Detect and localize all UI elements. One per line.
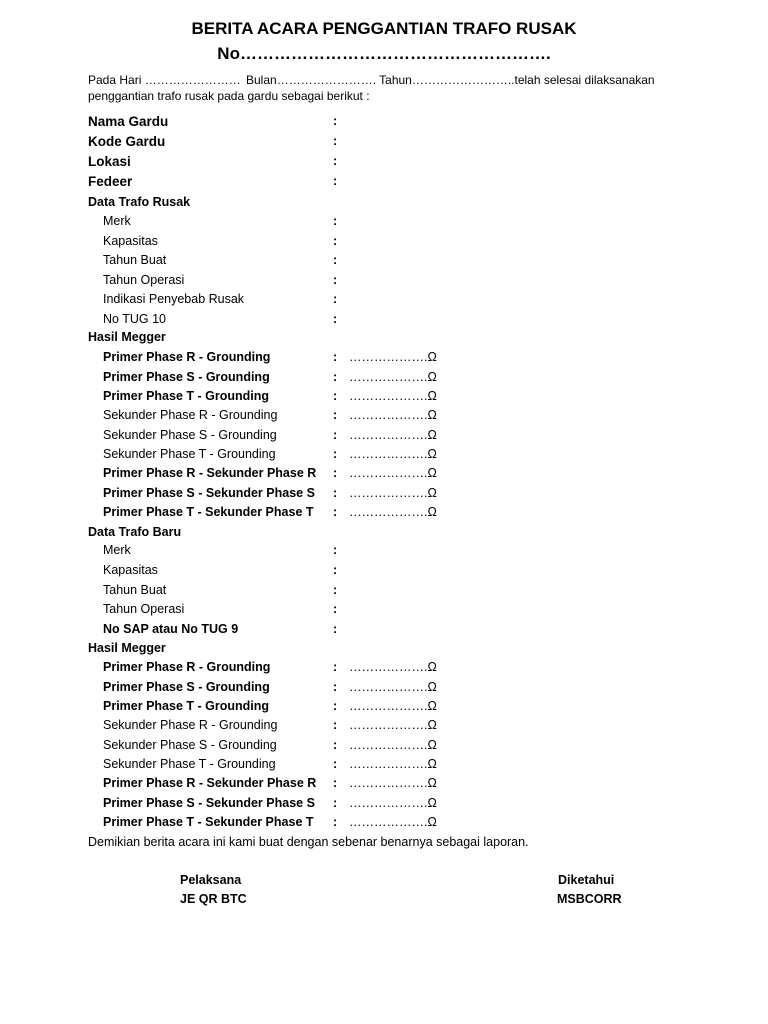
ohm-value-field: ……………….Ω — [349, 466, 437, 480]
intro-day: Pada Hari …………………… — [88, 73, 241, 87]
field-label: Kapasitas — [103, 234, 158, 248]
ohm-value-field: ……………….Ω — [349, 389, 437, 403]
field-colon: : — [333, 718, 338, 732]
field-colon: : — [333, 312, 338, 326]
ohm-value-field: ……………….Ω — [349, 660, 437, 674]
field-colon: : — [333, 738, 338, 752]
ohm-value-field: ……………….Ω — [349, 486, 437, 500]
ohm-value-field: ……………….Ω — [349, 757, 437, 771]
field-label: No TUG 10 — [103, 312, 166, 326]
signature-right-role: Diketahui — [558, 873, 615, 887]
field-label: Sekunder Phase S - Grounding — [103, 428, 277, 442]
field-label: Kode Gardu — [88, 134, 166, 149]
field-label: Tahun Buat — [103, 253, 167, 267]
field-colon: : — [333, 660, 338, 674]
closing-statement: Demikian berita acara ini kami buat dengan sebenar benarnya sebagai laporan. — [88, 835, 529, 849]
field-colon: : — [333, 428, 338, 442]
ohm-value-field: ……………….Ω — [349, 428, 437, 442]
section-heading: Data Trafo Rusak — [88, 195, 191, 209]
field-label: Sekunder Phase S - Grounding — [103, 738, 277, 752]
field-colon: : — [333, 447, 338, 461]
field-colon: : — [333, 408, 338, 422]
field-colon: : — [333, 134, 338, 148]
field-colon: : — [333, 486, 338, 500]
field-label: Indikasi Penyebab Rusak — [103, 292, 245, 306]
document-number-line: No………………………………………………. — [217, 44, 551, 63]
field-label: Lokasi — [88, 154, 131, 169]
field-label: Merk — [103, 543, 131, 557]
field-label: Sekunder Phase R - Grounding — [103, 718, 278, 732]
section-heading: Hasil Megger — [88, 641, 166, 655]
field-colon: : — [333, 602, 338, 616]
field-colon: : — [333, 680, 338, 694]
field-colon: : — [333, 114, 338, 128]
field-colon: : — [333, 622, 338, 636]
field-label: Sekunder Phase T - Grounding — [103, 757, 276, 771]
field-label: Primer Phase T - Grounding — [103, 699, 269, 713]
field-label: Merk — [103, 214, 131, 228]
field-colon: : — [333, 174, 338, 188]
field-colon: : — [333, 776, 338, 790]
field-label: Sekunder Phase T - Grounding — [103, 447, 276, 461]
field-colon: : — [333, 253, 338, 267]
field-label: Primer Phase S - Sekunder Phase S — [103, 486, 315, 500]
ohm-value-field: ……………….Ω — [349, 738, 437, 752]
field-colon: : — [333, 466, 338, 480]
field-label: Kapasitas — [103, 563, 158, 577]
field-label: Primer Phase S - Grounding — [103, 370, 270, 384]
field-colon: : — [333, 815, 338, 829]
field-colon: : — [333, 389, 338, 403]
field-colon: : — [333, 757, 338, 771]
field-colon: : — [333, 796, 338, 810]
ohm-value-field: ……………….Ω — [349, 370, 437, 384]
field-colon: : — [333, 699, 338, 713]
field-colon: : — [333, 154, 338, 168]
ohm-value-field: ……………….Ω — [349, 776, 437, 790]
field-colon: : — [333, 292, 338, 306]
field-colon: : — [333, 214, 338, 228]
field-label: Primer Phase T - Sekunder Phase T — [103, 505, 314, 519]
field-label: Primer Phase R - Sekunder Phase R — [103, 466, 317, 480]
field-colon: : — [333, 273, 338, 287]
field-label: Primer Phase R - Grounding — [103, 350, 271, 364]
ohm-value-field: ……………….Ω — [349, 505, 437, 519]
ohm-value-field: ……………….Ω — [349, 680, 437, 694]
field-label: Sekunder Phase R - Grounding — [103, 408, 278, 422]
intro-month-year: Bulan……………………. Tahun……………………..telah selesai dilaksanakan — [246, 73, 655, 87]
field-label: Nama Gardu — [88, 114, 169, 129]
signature-right-name: MSBCORR — [557, 892, 622, 906]
intro-line-2: penggantian trafo rusak pada gardu sebagai berikut : — [88, 89, 370, 103]
field-label: Primer Phase S - Sekunder Phase S — [103, 796, 315, 810]
field-colon: : — [333, 234, 338, 248]
ohm-value-field: ……………….Ω — [349, 408, 437, 422]
ohm-value-field: ……………….Ω — [349, 699, 437, 713]
field-label: Primer Phase T - Sekunder Phase T — [103, 815, 314, 829]
field-colon: : — [333, 350, 338, 364]
field-colon: : — [333, 563, 338, 577]
section-heading: Hasil Megger — [88, 330, 166, 344]
field-label: Primer Phase R - Grounding — [103, 660, 271, 674]
section-heading: Data Trafo Baru — [88, 525, 182, 539]
field-colon: : — [333, 583, 338, 597]
signature-left-role: Pelaksana — [180, 873, 242, 887]
field-label: Tahun Buat — [103, 583, 167, 597]
document-title: BERITA ACARA PENGGANTIAN TRAFO RUSAK — [191, 19, 577, 38]
field-label: Primer Phase T - Grounding — [103, 389, 269, 403]
field-label: Primer Phase S - Grounding — [103, 680, 270, 694]
ohm-value-field: ……………….Ω — [349, 447, 437, 461]
ohm-value-field: ……………….Ω — [349, 350, 437, 364]
field-colon: : — [333, 370, 338, 384]
ohm-value-field: ……………….Ω — [349, 718, 437, 732]
field-colon: : — [333, 505, 338, 519]
field-colon: : — [333, 543, 338, 557]
field-label: Fedeer — [88, 174, 133, 189]
ohm-value-field: ……………….Ω — [349, 815, 437, 829]
signature-left-name: JE QR BTC — [180, 892, 247, 906]
ohm-value-field: ……………….Ω — [349, 796, 437, 810]
field-label: Tahun Operasi — [103, 602, 185, 616]
field-label: Primer Phase R - Sekunder Phase R — [103, 776, 317, 790]
field-label: No SAP atau No TUG 9 — [103, 622, 239, 636]
field-label: Tahun Operasi — [103, 273, 185, 287]
